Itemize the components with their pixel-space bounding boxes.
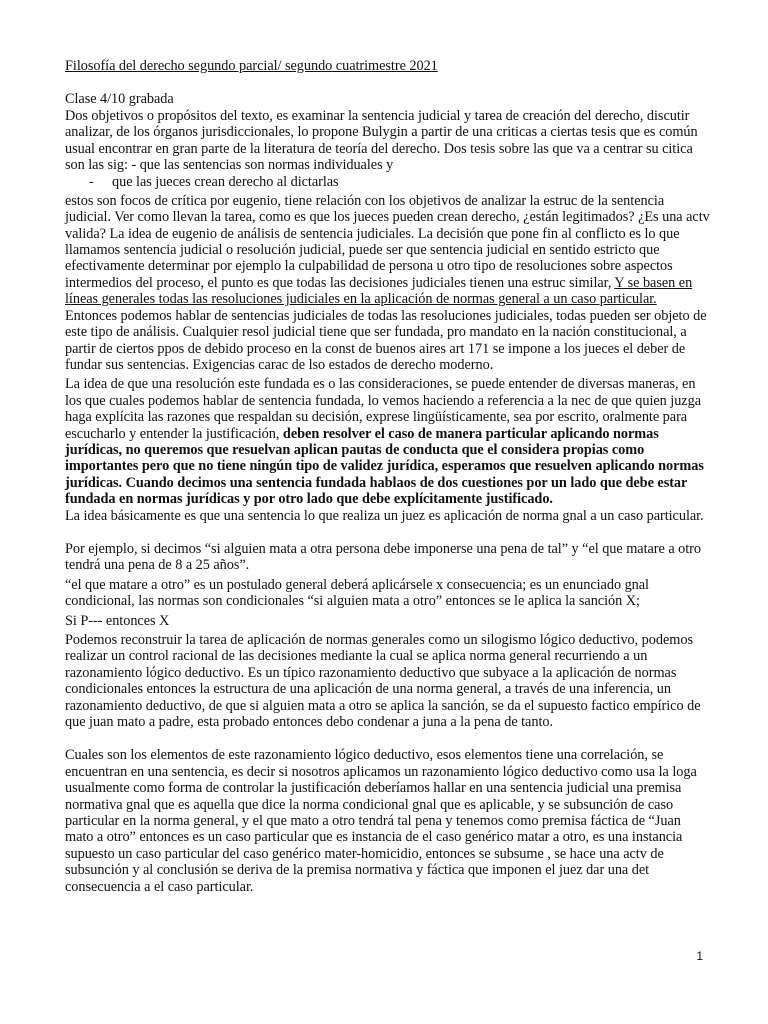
bullet-item [65,174,711,190]
paragraph-2-text: estos son focos de crítica por eugenio, tiene relación con los objetivos de analizar la estruc de la sentencia judicial. Ver como llevan la tarea, como es que los jueces pueden crean derecho, ¿están legitimados? ¿Es una actv valida? La idea de eugenio de análisis de sentencia judiciales. La decisión que pone fin al conflicto es lo que llamamos sentencia judicial o resolución judicial, puede ser que sentencia judicial en sentido estricto que efectivamente determinar por ejemplo la culpabilidad de persona u otro tipo de resoluciones sobre aspectos intermedios del proceso, el punto es que todas las decisiones judiciales tienen una estruc similar, [65,192,710,291]
paragraph-9: Cuales son los elementos de este razonamiento lógico deductivo, esos elementos tiene una correlación, se encuentran en una sentencia, es decir si nosotros aplicamos un razonamiento lógico deductivo como usa la loga usualmente como forma de controlar la justificación deberíamos hallar en una sentencia judicial una premisa normativa gnal que es aquella que dice la norma condicional gnal que es aplicable, y se subsunción de caso particular en la norma general, y el que mato a otro tendrá tal pena y tenemos como premisa fáctica de “Juan mato a otro” entonces es un caso particular que es instancia de el caso genérico matar a otro, es una instancia supuesto un caso particular del caso genérico mater-homicidio, entonces se subsume , se hace una actv de subsunción y al conclusión se deriva de la premisa normativa y fáctica que imponen el juez dar una det consecuencia a el caso particular. [65,747,697,895]
bullet-dash: - [89,174,94,191]
paragraph-3-bold: deben resolver el caso de manera particular aplicando normas jurídicas, no queremos que resuelvan aplican pautas de conducta que el considera propias como importantes pero que no tiene ningún tipo de validez jurídica, esperamos que resuelven aplicando normas jurídicas. Cuando decimos una sentencia fundada hablaos de dos cuestiones por un lado que debe estar fundada en normas jurídicas y por otro lado que debe explícitamente justificado. [65,425,704,508]
paragraph-4: La idea básicamente es que una sentencia lo que realiza un juez es aplicación de norma gnal a un caso particular. [65,507,704,524]
paragraph-8: Podemos reconstruir la tarea de aplicación de normas generales como un silogismo lógico deductivo, podemos realizar un control racional de las decisiones mediante la cual se aplica norma general recurriendo a un razonamiento lógico deductivo. Es un típico razonamiento deductivo que subyace a la aplicación de normas condicionales entonces la estructura de una aplicación de una norma general, a través de una inferencia, un razonamiento deductivo, de que si alguien mata a otro se aplica la sanción, se da el supuesto factico empírico de que juan mato a padre, esta probado entonces debo condenar a juna a la pena de tanto. [65,632,701,731]
bullet-text: que las jueces crean derecho al dictarlas [112,174,339,191]
paragraph-1: Dos objetivos o propósitos del texto, es examinar la sentencia judicial y tarea de creación del derecho, discutir analizar, de los órganos jurisdiccionales, lo propone Bulygin a partir de una criticas a ciertas tesis que es común usual encontrar en gran parte de la literatura de teoría del derecho. Dos tesis sobre las que va a centrar su citica son las sig: - que las sentencias son normas individuales y [65,107,698,174]
paragraph-7: Si P--- entonces X [65,612,170,629]
paragraph-6: “el que matare a otro” es un postulado general deberá aplicársele x consecuencia; es un enunciado gnal condicional, las normas son condicionales “si alguien mata a otro” entonces se le aplica la sanción X; [65,576,649,610]
document-body [65,58,711,895]
paragraph-3 [65,376,711,507]
page-number: 1 [696,949,703,963]
document-title: Filosofía del derecho segundo parcial/ segundo cuatrimestre 2021 [65,58,438,74]
paragraph-2 [65,193,711,373]
paragraph-5: Por ejemplo, si decimos “si alguien mata a otra persona debe imponerse una pena de tal” y “el que matare a otro tendrá una pena de 8 a 25 años”. [65,540,701,574]
paragraph-2-text-end: Entonces podemos hablar de sentencias judiciales de todas las resoluciones judiciales, todas pueden ser objeto de este tipo de análisis. Cualquier resol judicial tiene que ser fundada, pro mandato en la nación constitucional, a partir de ciertos ppos de debido proceso en la const de buenos aires art 171 se impone a los jueces el deber de fundar sus sentencias. Exigencias carac de lso estados de derecho moderno. [65,307,707,373]
paragraph-2-underlined: Y se basen en líneas generales todas las resoluciones judiciales en la aplicación de normas general a un caso particular. [65,274,693,308]
paragraph-3-text: La idea de que una resolución este fundada es o las consideraciones, se puede entender de diversas maneras, en los que cuales podemos hablar de sentencia fundada, lo vemos haciendo a referencia a la nec de que quien juzga haga explícita las razones que respaldan su decisión, exprese lingüísticamente, sea por escrito, oralmente para escucharlo y entender la justificación, [65,376,701,442]
class-label: Clase 4/10 grabada [65,91,174,108]
